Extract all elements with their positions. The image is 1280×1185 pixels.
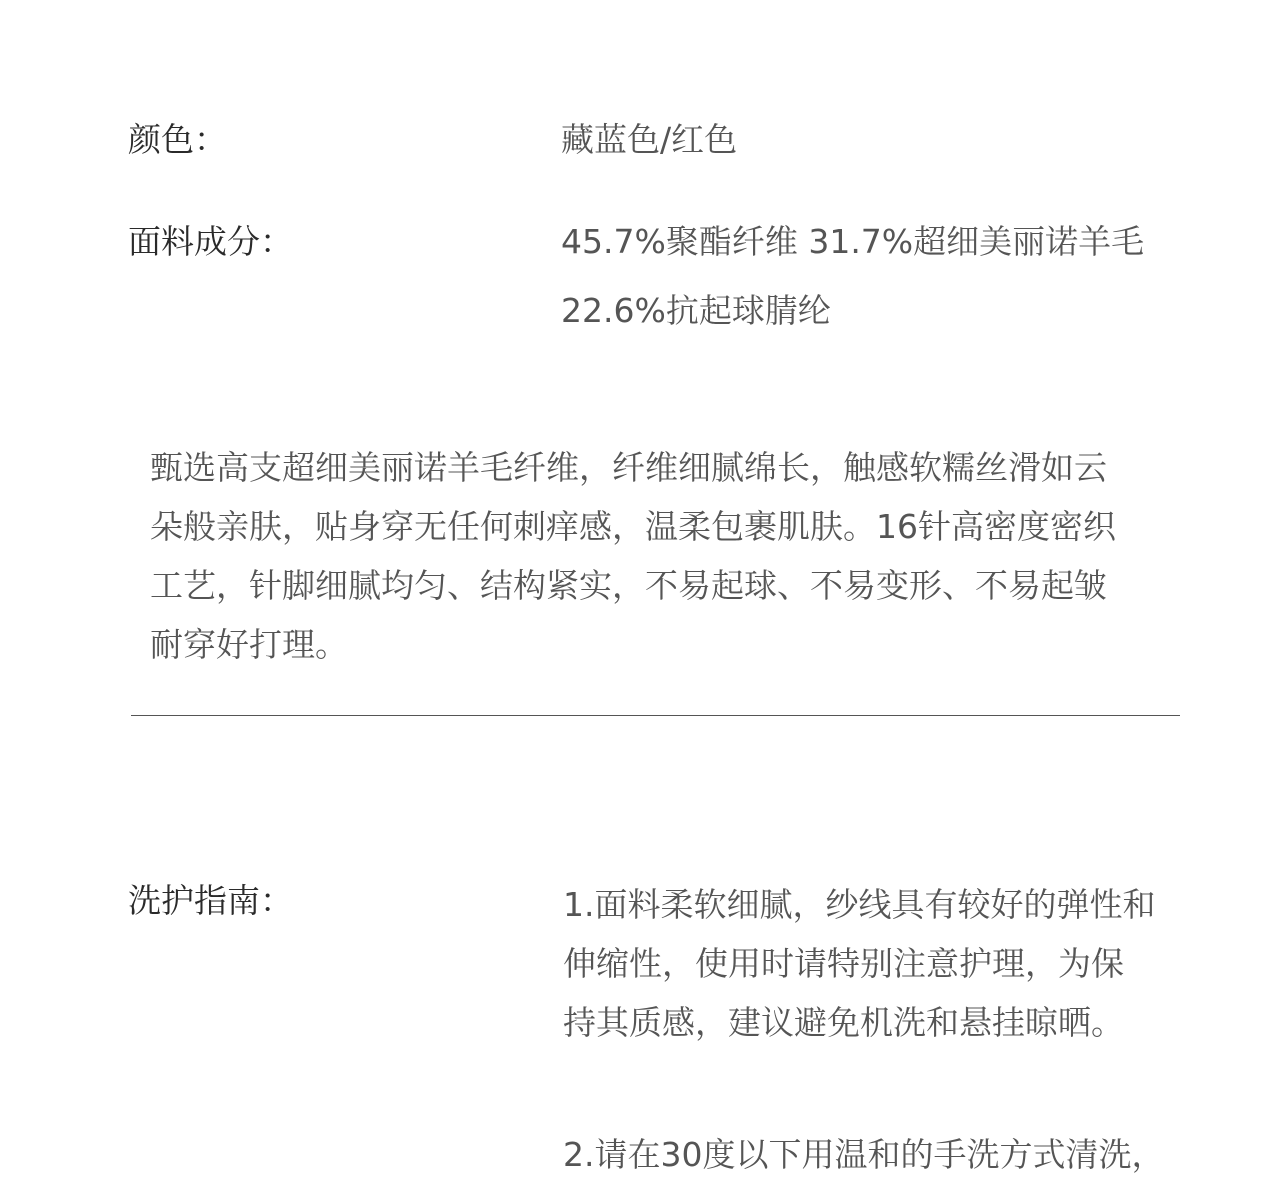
fabric-value-line1: 45.7%聚酯纤维 31.7%超细美丽诺羊毛 [561,222,1145,261]
description-line: 朵般亲肤，贴身穿无任何刺痒感，温柔包裹肌肤。16针高密度密织 [150,507,1116,546]
care-line: 伸缩性，使用时请特别注意护理，为保 [563,944,1124,983]
care-line: 1.面料柔软细腻，纱线具有较好的弹性和 [563,885,1156,924]
care-item-2 [563,1125,1164,1184]
product-description [150,438,1190,674]
care-label: 洗护指南： [128,881,293,920]
color-value: 藏蓝色/红色 [561,120,738,159]
fabric-value-line2: 22.6%抗起球腈纶 [561,291,831,330]
care-item-1 [563,875,1156,1052]
care-line: 2.请在30度以下用温和的手洗方式清洗， [563,1135,1165,1174]
description-line: 耐穿好打理。 [150,625,348,664]
fabric-label: 面料成分： [128,222,293,261]
section-divider [131,715,1180,716]
color-label: 颜色： [128,120,227,159]
description-line: 工艺，针脚细腻均匀、结构紧实，不易起球、不易变形、不易起皱 [150,566,1107,605]
description-line: 甄选高支超细美丽诺羊毛纤维，纤维细腻绵长，触感软糯丝滑如云 [150,448,1107,487]
care-line: 持其质感，建议避免机洗和悬挂晾晒。 [563,1003,1124,1042]
